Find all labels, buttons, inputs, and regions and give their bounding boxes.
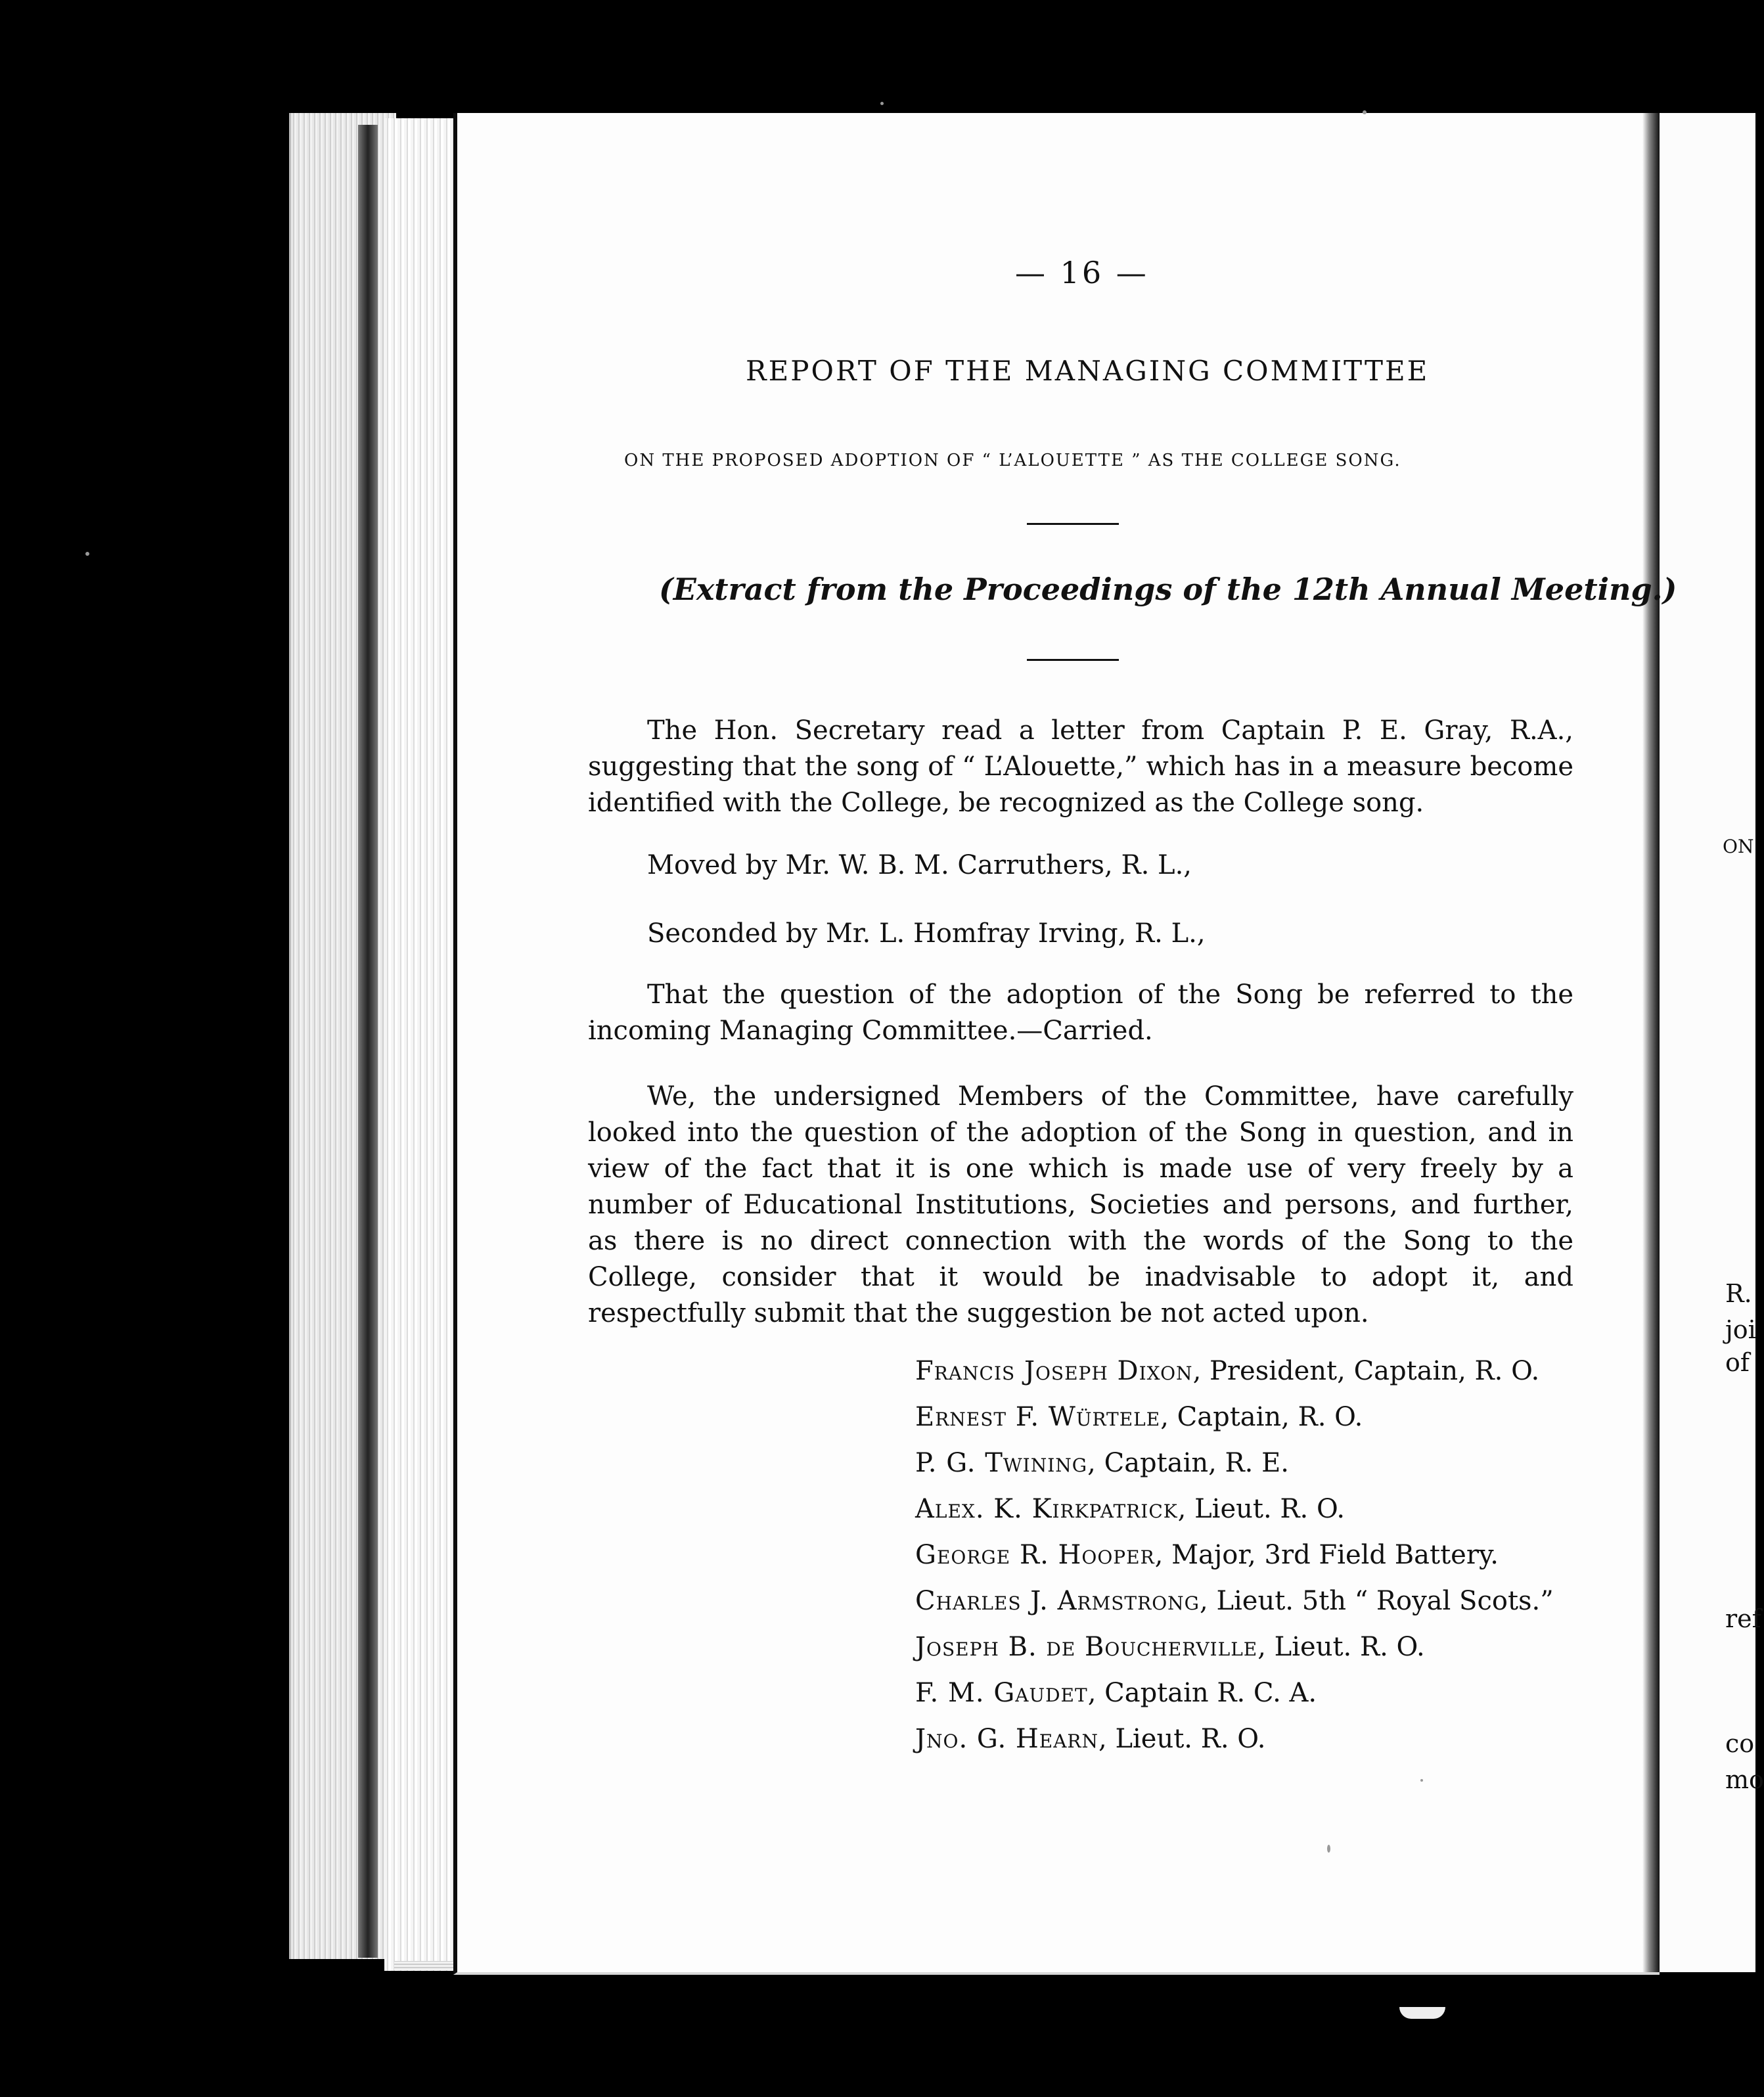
signatory-name: Ernest F. Würtele (915, 1402, 1161, 1432)
letter-paragraph: The Hon. Secretary read a letter from Captain P. E. Gray, R.A., suggesting that the song of “ L’Alouette,” which has in a measure become identified with the College, be recognized as the College song. (588, 715, 1573, 818)
signatory-line (915, 1716, 1554, 1762)
signatory-name: P. G. Twining (915, 1448, 1088, 1478)
extract-note: (Extract from the Proceedings of the 12th Annual Meeting.) (659, 572, 1677, 607)
signatory-title: , Captain R. C. A. (1087, 1678, 1317, 1708)
facing-page-fragment: ref (1725, 1604, 1761, 1633)
signatory-name: Charles J. Armstrong (915, 1586, 1200, 1616)
signatory-line (915, 1532, 1554, 1578)
facing-page-fragment: R. (1725, 1279, 1752, 1308)
facing-page-fragment: joi (1725, 1315, 1756, 1344)
signatory-title: , Lieut. R. O. (1257, 1632, 1425, 1662)
signatory-line (915, 1348, 1554, 1394)
page-title: REPORT OF THE MANAGING COMMITTEE (746, 355, 1430, 387)
facing-page-fragment: of (1725, 1348, 1750, 1377)
moved-line: Moved by Mr. W. B. M. Carruthers, R. L., (647, 850, 1192, 880)
signatory-name: George R. Hooper (915, 1540, 1155, 1570)
signatory-line (915, 1486, 1554, 1532)
resolution-paragraph: That the question of the adoption of the Song be referred to the incoming Managing Committee.—Carried. (588, 980, 1573, 1046)
book-gutter (1642, 113, 1660, 1972)
divider-rule (1027, 523, 1119, 525)
signatory-list (915, 1348, 1554, 1762)
scan-speck (1327, 1845, 1330, 1853)
page-edges (384, 118, 457, 1971)
signatory-title: , Lieut. 5th “ Royal Scots.” (1200, 1586, 1554, 1616)
signatory-name: Joseph B. de Boucherville (915, 1632, 1258, 1662)
signatory-title: , President, Captain, R. O. (1192, 1356, 1540, 1386)
signatory-title: , Major, 3rd Field Battery. (1154, 1540, 1499, 1570)
signatory-name: Jno. G. Hearn (915, 1724, 1099, 1754)
signatory-line (915, 1670, 1554, 1716)
scan-speck (1420, 1779, 1423, 1782)
page-subtitle: ON THE PROPOSED ADOPTION OF “ L’ALOUETTE ” AS THE COLLEGE SONG. (624, 451, 1401, 470)
signatory-line (915, 1440, 1554, 1486)
scan-speck (1363, 110, 1367, 114)
signatory-name: Francis Joseph Dixon (915, 1356, 1193, 1386)
scan-speck (880, 102, 884, 105)
facing-page (1660, 113, 1764, 1972)
signatory-line (915, 1394, 1554, 1440)
facing-page-fragment: co (1725, 1729, 1755, 1758)
page-number: — 16 — (1015, 255, 1149, 290)
seconded-line: Seconded by Mr. L. Homfray Irving, R. L., (647, 918, 1206, 949)
book-page-stack (289, 113, 396, 1959)
signatory-title: , Captain, R. O. (1160, 1402, 1363, 1432)
signatory-line (915, 1578, 1554, 1624)
scan-speck (85, 552, 89, 556)
facing-page-fragment: mo (1725, 1765, 1764, 1794)
signatory-name: F. M. Gaudet (915, 1678, 1088, 1708)
signatory-title: , Lieut. R. O. (1098, 1724, 1266, 1754)
divider-rule (1027, 659, 1119, 661)
signatory-name: Alex. K. Kirkpatrick (915, 1494, 1178, 1524)
facing-page-fragment: ON (1723, 836, 1754, 857)
signatory-title: , Lieut. R. O. (1177, 1494, 1346, 1524)
book-spine-shadow (358, 125, 378, 1958)
signatory-title: , Captain, R. E. (1087, 1448, 1290, 1478)
scan-speck (1399, 2007, 1445, 2019)
signatory-line (915, 1624, 1554, 1670)
report-paragraph: We, the undersigned Members of the Committee, have carefully looked into the question of the adoption of the Song in question, and in view of the fact that it is one which is made use of very freely by a number of Educational Institutions, Societies and persons, and further, as there is no direct connection with the words of the Song to the College, consider that it would be inadvisable to adopt it, and respectfully submit that the suggestion be not acted upon. (588, 1081, 1573, 1328)
